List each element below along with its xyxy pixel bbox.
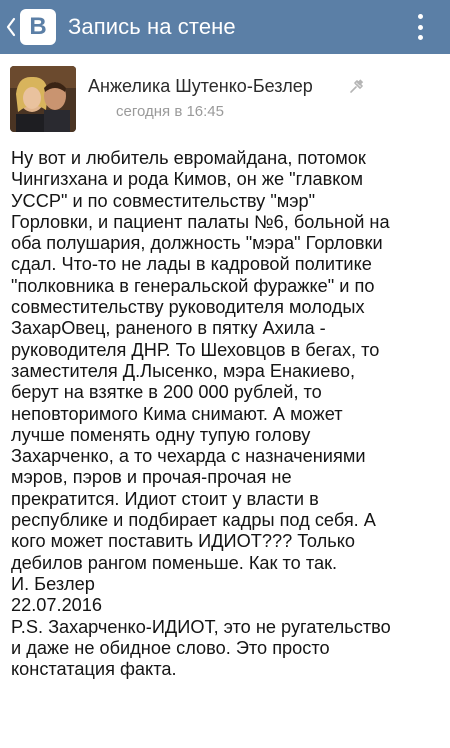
page-title: Запись на стене [68,14,236,39]
vk-logo-letter: B [29,13,47,40]
post-text: Ну вот и любитель евромайдана, потомок Чингизхана и рода Кимов, он же "главком УССР" и по совместительству "мэр" Горловки, и пациент палаты №6, больной на оба полушария, должность "мэра" Горловки сдал. Что-то не лады в кадровой политике "полковника в генеральской фуражке" и по совместительству руководителя молодых ЗахарОвец, раненого в пятку Ахила - руководителя ДНР. То Шеховцов в бегах, то заместителя Д.Лысенко, мэра Енакиево, берут на взятке в 200 000 рублей, то неповторимого Кима снимают. А может лучше поменять одну тупую голову Захарченко, а то чехарда с назначениями мэров, пэров и прочая-прочая не прекратится. Идиот стоит у власти в республике и подбирает кадры под себя. А кого может поставить ИДИОТ??? Только дебилов рангом поменьше. Как то так. И. Безлер 22.07.2016 P.S. Захарченко-ИДИОТ, это не ругательство и даже не обидное слово. Это просто констатация факта. [11,148,391,680]
author-name[interactable]: Анжелика Шутенко-Безлер [88,76,313,96]
post-timestamp: сегодня в 16:45 [116,103,224,120]
chevron-left-icon[interactable] [2,0,16,54]
pin-icon [349,78,365,99]
post-header [0,66,450,132]
vk-logo[interactable] [20,9,56,45]
avatar[interactable] [10,66,76,132]
app-header [0,0,450,54]
more-vertical-icon[interactable] [416,14,424,40]
